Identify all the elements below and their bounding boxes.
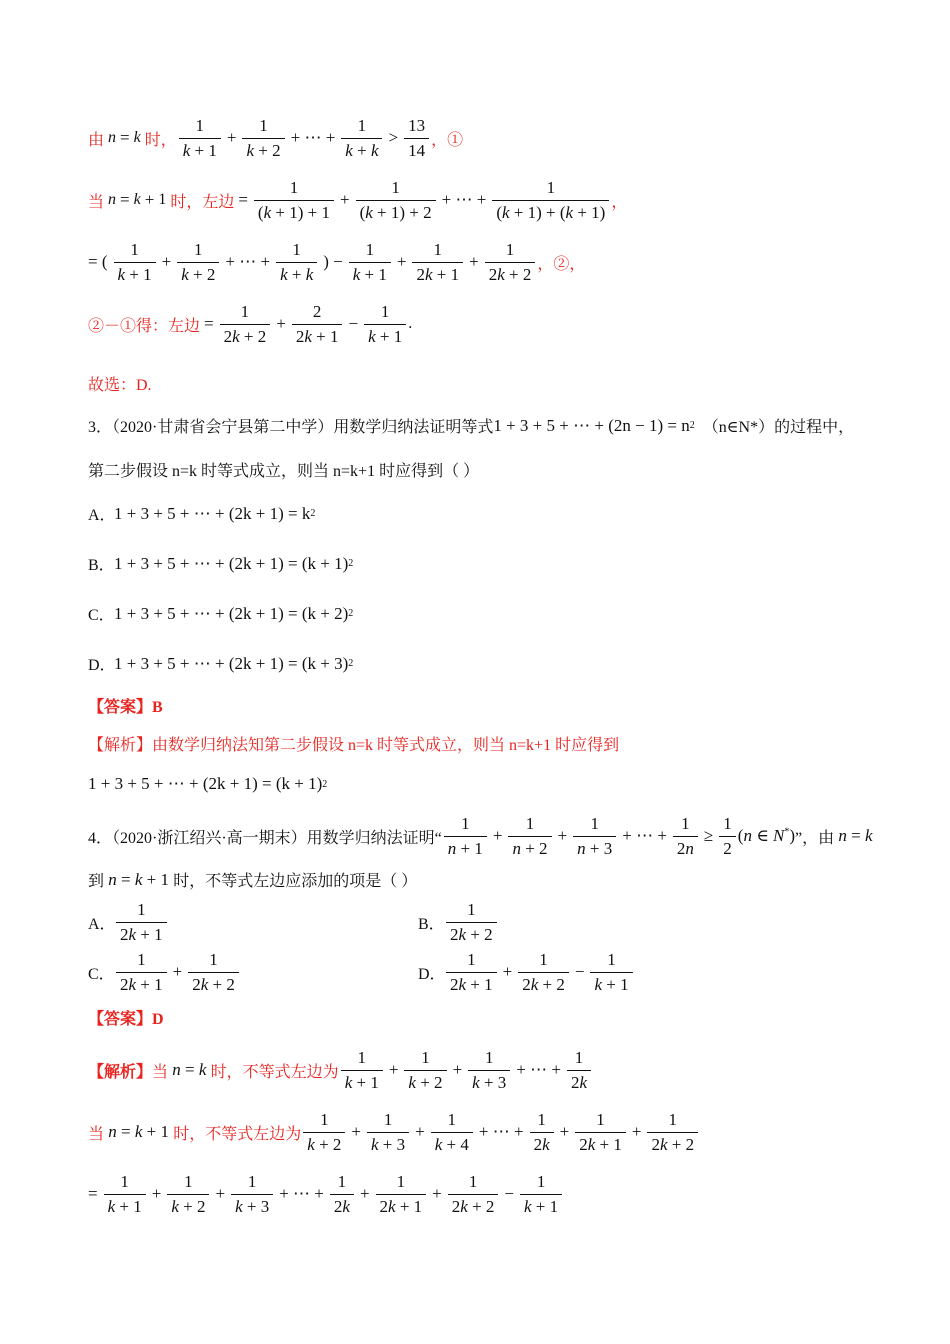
q4-analysis-1: 【解析】 当 n = k 时，不等式左边为 $\frac{1}{k + 1}$ + $\frac{1}{k + 2}$ + $\frac{1}{k + 3}$ + ⋯ + $\frac{1}{2k}$ xyxy=(88,1048,593,1092)
q3-stem: 3．（2020·甘肃省会宁县第二中学）用数学归纳法证明等式 1 + 3 + 5 + ⋯ + (2n − 1) = n 2 （n∈N*）的过程中， xyxy=(88,415,855,436)
q3-answer: 【答案】B xyxy=(88,699,163,716)
solution-line-2: 当 n = k + 1 时，左边 = $\frac{1}{(k + 1) + 1}$ + $\frac{1}{(k + 1) + 2}$ + ⋯ + $\frac{1}{(k + 1) + (k + 1)}$ ， xyxy=(88,178,628,222)
solution-line-3: = ( $\frac{1}{k + 1}$ + $\frac{1}{k + 2}$ + ⋯ + $\frac{1}{k + k}$ ) − $\frac{1}{k + 1}$ + $\frac{1}{2k + 1}$ + $\frac{1}{2k + 2}$ ，②， xyxy=(88,240,586,284)
q4-analysis-3: = $\frac{1}{k + 1}$ + $\frac{1}{k + 2}$ + $\frac{1}{k + 3}$ + ⋯ + $\frac{1}{2k}$ + $\frac{1}{2k + 1}$ + $\frac{1}{2k + 2}$ − $\frac{1}{k + 1}$ xyxy=(88,1172,564,1216)
q3-result: 1 + 3 + 5 + ⋯ + (2k + 1) = (k + 1) 2 xyxy=(88,774,328,793)
q4-answer: 【答案】D xyxy=(88,1011,164,1028)
solution-line-1: 由 n = k 时， $\frac{1}{k + 1}$ + $\frac{1}{k + 2}$ + ⋯ + $\frac{1}{k + k}$ > $\frac{13}{14}$ ，① xyxy=(88,116,464,160)
q4-analysis-2: 当 n = k + 1 时，不等式左边为 $\frac{1}{k + 2}$ + $\frac{1}{k + 3}$ + $\frac{1}{k + 4}$ + ⋯ + $\frac{1}{2k}$ + $\frac{1}{2k + 1}$ + $\frac{1}{2k + 2}$ xyxy=(88,1110,700,1154)
q4-option-d[interactable]: D． $\frac{1}{2k + 1}$ + $\frac{1}{2k + 2}$ − $\frac{1}{k + 1}$ xyxy=(418,950,635,994)
math-var: n xyxy=(104,129,117,147)
conclusion-line: 故选：D. xyxy=(88,377,152,394)
text: 时， xyxy=(144,131,177,149)
q4-stem-line2: 到 n = k + 1 时，不等式左边应添加的项是（ ） xyxy=(88,869,418,890)
q3-option-b[interactable]: B． 1 + 3 + 5 + ⋯ + (2k + 1) = (k + 1) 2 xyxy=(88,553,354,574)
q4-stem: 4．（2020·浙江绍兴·高一期末）用数学归纳法证明“ $\frac{1}{n + 1}$ + $\frac{1}{n + 2}$ + $\frac{1}{n + 3}$ + ⋯ + $\frac{1}{2n}$ ≥ $\frac{1}{2}$ (n ∈ N*) ”，由 n = k xyxy=(88,814,873,858)
text: 由 xyxy=(88,131,105,149)
q3-analysis: 【解析】由数学归纳法知第二步假设 n=k 时等式成立，则当 n=k+1 时应得到 xyxy=(88,737,620,754)
q3-stem-line2: 第二步假设 n=k 时等式成立，则当 n=k+1 时应得到（ ） xyxy=(88,463,480,480)
text: ，① xyxy=(431,131,464,149)
q3-option-a[interactable]: A． 1 + 3 + 5 + ⋯ + (2k + 1) = k 2 xyxy=(88,503,316,524)
q3-option-d[interactable]: D． 1 + 3 + 5 + ⋯ + (2k + 1) = (k + 3) 2 xyxy=(88,653,354,674)
q4-option-c[interactable]: C． $\frac{1}{2k + 1}$ + $\frac{1}{2k + 2}$ xyxy=(88,950,241,994)
solution-line-4: ②－①得：左边 = $\frac{1}{2k + 2}$ + $\frac{2}{2k + 1}$ − $\frac{1}{k + 1}$ . xyxy=(88,302,413,346)
q4-option-a[interactable]: A． $\frac{1}{2k + 1}$ xyxy=(88,900,169,944)
q4-option-b[interactable]: B． $\frac{1}{2k + 2}$ xyxy=(418,900,499,944)
q3-option-c[interactable]: C． 1 + 3 + 5 + ⋯ + (2k + 1) = (k + 2) 2 xyxy=(88,603,354,624)
